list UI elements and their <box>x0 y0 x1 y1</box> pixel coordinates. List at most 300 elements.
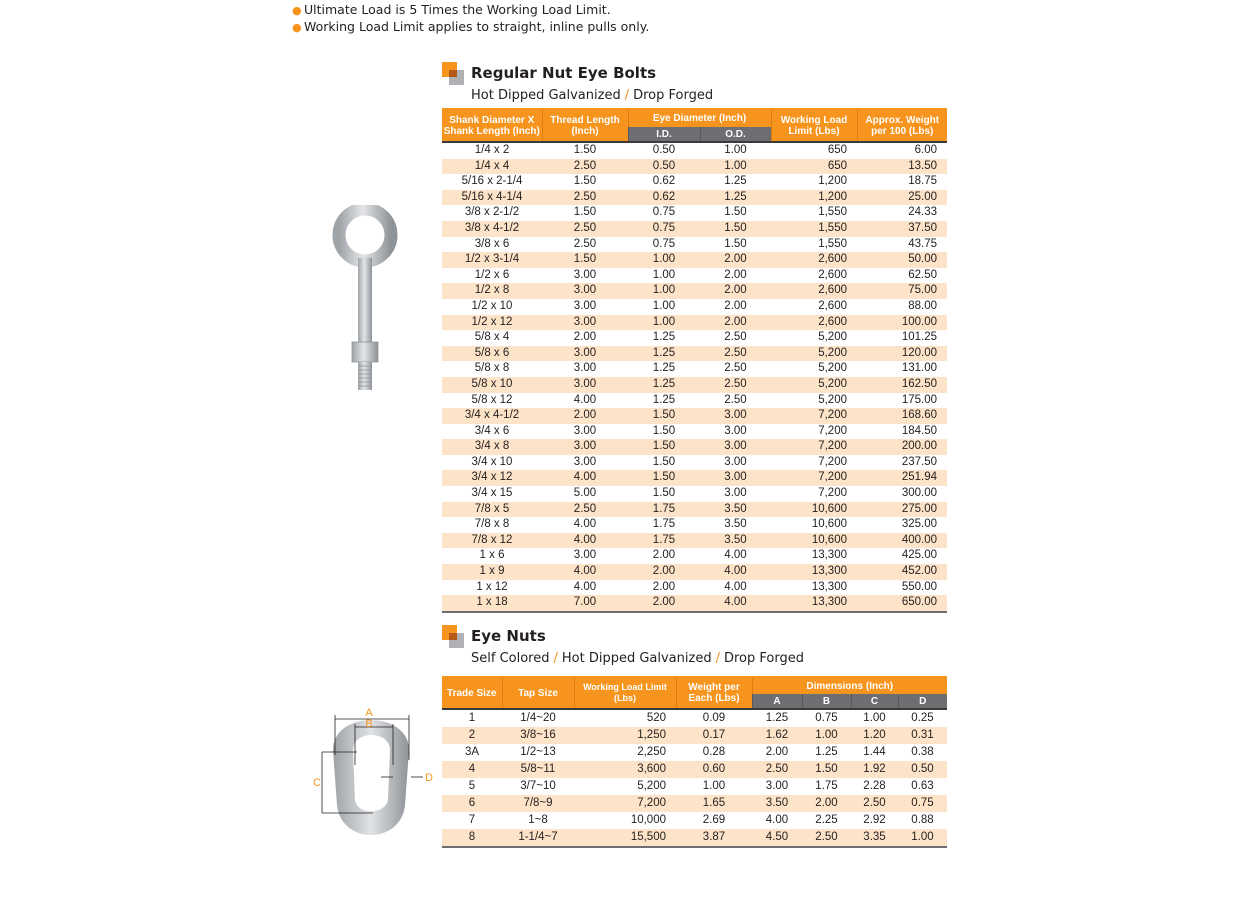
table-cell: 5,200 <box>818 393 847 406</box>
table-cell: 0.50 <box>652 144 676 156</box>
table-cell: 5/8 x 8 <box>474 362 510 375</box>
table-cell: 1 x 6 <box>479 549 505 562</box>
table-cell: 4.00 <box>542 470 628 486</box>
table-cell: 1.00 <box>863 712 886 724</box>
table-cell: 0.63 <box>911 780 934 792</box>
table-row <box>442 595 947 612</box>
table-cell: 1.25 <box>765 712 789 724</box>
table-cell: 1.25 <box>628 346 700 362</box>
table-cell: 425.00 <box>901 549 937 562</box>
subtitle-part: Hot Dipped Galvanized <box>471 88 621 103</box>
header-shank: Shank Diameter X Shank Length (Inch) <box>442 109 542 142</box>
table-cell: 1/2 x 10 <box>471 299 513 312</box>
table-row <box>442 346 947 362</box>
table-row <box>442 564 947 580</box>
table-cell: 3.00 <box>542 377 628 393</box>
table-cell: 1.00 <box>628 283 700 299</box>
header-od: O.D. <box>700 127 771 142</box>
table-cell: 0.31 <box>898 727 947 744</box>
table-cell: 7,200 <box>771 470 857 486</box>
table-cell: 3.00 <box>700 408 771 424</box>
table-cell: 0.75 <box>652 237 676 250</box>
eye-bolts-table <box>442 108 947 613</box>
table-row <box>442 517 947 533</box>
table-row <box>442 795 947 812</box>
table-cell: 175.00 <box>901 393 937 406</box>
table-cell: 4.00 <box>542 533 628 549</box>
table-row <box>442 761 947 778</box>
table-cell: 1.25 <box>628 377 700 393</box>
table-cell: 2.50 <box>724 331 747 344</box>
table-cell: 5/8 x 12 <box>471 393 513 406</box>
table-cell: 200.00 <box>857 439 947 455</box>
table-cell: 4.00 <box>700 564 771 580</box>
table-cell: 7.00 <box>542 595 628 612</box>
table-cell: 1.00 <box>628 252 700 268</box>
table-cell: 3.00 <box>700 470 771 486</box>
table-cell: 5,200 <box>637 780 666 792</box>
table-cell: 2.00 <box>542 408 628 424</box>
table-cell: 2.50 <box>573 237 597 250</box>
table-row <box>442 812 947 829</box>
table-cell: 1.50 <box>573 175 597 188</box>
table-cell: 3.00 <box>573 455 597 468</box>
table-cell: 0.60 <box>676 761 752 778</box>
table-cell: 1,200 <box>771 190 857 206</box>
table-cell: 7/8 x 5 <box>442 502 542 518</box>
table-cell: 3.00 <box>573 362 597 375</box>
table-cell: 0.62 <box>628 190 700 206</box>
header-weight: Approx. Weight per 100 (Lbs) <box>857 109 947 142</box>
table-cell: 2.00 <box>652 549 676 562</box>
section-subtitle <box>471 88 713 103</box>
table-cell: 10,600 <box>771 502 857 518</box>
table-cell: 1.50 <box>652 424 676 437</box>
table-cell: 3/8 x 4-1/2 <box>442 221 542 237</box>
table-cell: 4.00 <box>700 595 771 612</box>
table-cell: 3.00 <box>542 346 628 362</box>
table-row <box>442 439 947 455</box>
table-cell: 1 <box>468 712 476 724</box>
table-cell: 2.50 <box>802 829 851 847</box>
header-dimensions: Dimensions (Inch) <box>752 677 947 694</box>
table-cell: 237.50 <box>901 455 937 468</box>
table-cell: 1.44 <box>863 746 886 758</box>
table-cell: 0.38 <box>911 746 934 758</box>
table-cell: 1 x 9 <box>442 564 542 580</box>
table-cell: 251.94 <box>857 470 947 486</box>
table-cell: 2,600 <box>771 283 857 299</box>
table-cell: 1/2 x 12 <box>442 315 542 331</box>
subtitle-part: Drop Forged <box>633 88 714 103</box>
table-cell: 650 <box>771 159 857 175</box>
header-thread-length: Thread Length (Inch) <box>542 109 628 142</box>
table-cell: 1.50 <box>628 470 700 486</box>
table-cell: 3.50 <box>752 795 802 812</box>
table-cell: 1.75 <box>628 533 700 549</box>
table-cell: 10,000 <box>630 814 666 826</box>
table-cell: 2.50 <box>542 159 628 175</box>
table-row <box>442 205 947 221</box>
table-cell: 131.00 <box>901 362 937 375</box>
eye-bolt-image <box>325 205 405 395</box>
table-cell: 1.50 <box>628 439 700 455</box>
table-row <box>442 829 947 847</box>
table-cell: 0.17 <box>676 727 752 744</box>
table-cell: 3/7~10 <box>520 780 556 792</box>
table-cell: 0.28 <box>702 746 726 758</box>
table-cell: 3.00 <box>724 455 747 468</box>
table-cell: 2.00 <box>700 283 771 299</box>
table-cell: 1.25 <box>700 190 771 206</box>
table-cell: 5,200 <box>771 377 857 393</box>
table-cell: 650.00 <box>857 595 947 612</box>
header-tap-size: Tap Size <box>502 677 574 709</box>
table-cell: 1.75 <box>815 780 838 792</box>
table-cell: 50.00 <box>857 252 947 268</box>
table-cell: 18.75 <box>908 175 937 188</box>
table-cell: 1.20 <box>851 727 898 744</box>
table-cell: 2.50 <box>700 346 771 362</box>
table-cell: 162.50 <box>857 377 947 393</box>
table-cell: 101.25 <box>901 331 937 344</box>
header-id: I.D. <box>628 127 700 142</box>
table-cell: 2.50 <box>542 502 628 518</box>
eye-nuts-table <box>442 676 947 848</box>
table-cell: 3.00 <box>573 299 597 312</box>
table-cell: 1~8 <box>528 814 548 826</box>
table-cell: 1/2~13 <box>520 746 556 758</box>
table-row <box>442 252 947 268</box>
note-item <box>292 2 649 19</box>
table-cell: 25.00 <box>857 190 947 206</box>
table-row <box>442 142 947 159</box>
table-cell: 3,600 <box>574 761 676 778</box>
subtitle-separator: / <box>553 651 558 666</box>
table-cell: 2.25 <box>815 814 838 826</box>
table-cell: 0.88 <box>911 814 934 826</box>
table-row <box>442 315 947 331</box>
table-row <box>442 533 947 549</box>
table-cell: 3.00 <box>573 424 597 437</box>
table-cell: 15,500 <box>574 829 676 847</box>
table-cell: 0.75 <box>628 221 700 237</box>
table-row <box>442 190 947 206</box>
header-dim-c: C <box>851 694 898 709</box>
table-cell: 1.00 <box>898 829 947 847</box>
table-cell: 325.00 <box>901 518 937 531</box>
table-cell: 13.50 <box>857 159 947 175</box>
table-cell: 5/16 x 4-1/4 <box>442 190 542 206</box>
table-cell: 1.75 <box>628 502 700 518</box>
table-cell: 88.00 <box>908 299 937 312</box>
dimension-label-d: D <box>425 772 433 784</box>
note-text: Ultimate Load is 5 Times the Working Load Limit. <box>304 2 611 17</box>
table-cell: 1/4 x 2 <box>474 144 510 156</box>
table-cell: 1.00 <box>652 268 676 281</box>
table-cell: 1.00 <box>802 727 851 744</box>
table-cell: 1.50 <box>573 206 597 219</box>
table-cell: 3/4 x 6 <box>474 424 510 437</box>
table-cell: 5/8~11 <box>502 761 574 778</box>
table-cell: 2.69 <box>702 814 726 826</box>
table-row <box>442 283 947 299</box>
table-cell: 2.50 <box>542 190 628 206</box>
table-cell: 2.00 <box>724 268 747 281</box>
table-cell: 2.92 <box>863 814 886 826</box>
table-cell: 3.00 <box>542 283 628 299</box>
table-row <box>442 221 947 237</box>
table-cell: 10,600 <box>771 533 857 549</box>
table-cell: 1/4~20 <box>520 712 556 724</box>
table-cell: 1.92 <box>851 761 898 778</box>
table-cell: 1,250 <box>574 727 676 744</box>
table-cell: 4.00 <box>573 393 597 406</box>
table-cell: 3/4 x 12 <box>442 470 542 486</box>
table-cell: 2.00 <box>573 331 597 344</box>
table-cell: 3.00 <box>724 487 747 500</box>
table-cell: 3.00 <box>765 780 789 792</box>
table-row <box>442 580 947 596</box>
table-cell: 0.50 <box>898 761 947 778</box>
table-cell: 2,600 <box>818 299 847 312</box>
section-title: Regular Nut Eye Bolts <box>471 64 657 82</box>
table-cell: 10,600 <box>811 518 847 531</box>
table-cell: 2,600 <box>771 315 857 331</box>
eye-nuts-table-body <box>442 709 947 847</box>
table-cell: 2.00 <box>700 315 771 331</box>
header-weight: Weight per Each (Lbs) <box>676 677 752 709</box>
table-cell: 1.25 <box>652 393 676 406</box>
table-row <box>442 548 947 564</box>
table-cell: 3/4 x 10 <box>471 455 513 468</box>
table-row <box>442 361 947 377</box>
table-cell: 1.25 <box>652 331 676 344</box>
table-cell: 1.50 <box>700 221 771 237</box>
table-cell: 100.00 <box>857 315 947 331</box>
table-cell: 3/8 x 6 <box>474 237 510 250</box>
table-cell: 520 <box>646 712 666 724</box>
subtitle-part: Hot Dipped Galvanized <box>561 651 712 666</box>
table-cell: 43.75 <box>908 237 937 250</box>
table-cell: 2.50 <box>542 221 628 237</box>
table-cell: 7,200 <box>818 424 847 437</box>
table-cell: 3/8 x 2-1/2 <box>464 206 520 219</box>
header-working-load: Working Load Limit (Lbs) <box>574 677 676 709</box>
table-cell: 3/8~16 <box>502 727 574 744</box>
table-cell: 4.00 <box>573 580 597 593</box>
table-cell: 3.00 <box>542 315 628 331</box>
table-cell: 4.00 <box>573 518 597 531</box>
table-cell: 2,600 <box>771 252 857 268</box>
table-cell: 1,550 <box>818 237 847 250</box>
bullet-icon: ● <box>292 21 302 34</box>
table-cell: 550.00 <box>901 580 937 593</box>
table-cell: 1.65 <box>676 795 752 812</box>
bullet-icon: ● <box>292 4 302 17</box>
table-cell: 3.00 <box>573 549 597 562</box>
table-cell: 3.00 <box>573 268 597 281</box>
table-cell: 0.75 <box>652 206 676 219</box>
table-cell: 2.00 <box>724 299 747 312</box>
table-cell: 13,300 <box>771 595 857 612</box>
table-cell: 2.00 <box>802 795 851 812</box>
table-cell: 1.00 <box>700 159 771 175</box>
subtitle-separator: / <box>715 651 720 666</box>
table-row <box>442 393 947 409</box>
table-cell: 5,200 <box>818 362 847 375</box>
table-row <box>442 727 947 744</box>
table-cell: 3.35 <box>851 829 898 847</box>
table-row <box>442 502 947 518</box>
subtitle-part: Drop Forged <box>723 651 804 666</box>
table-cell: 1.25 <box>724 175 747 188</box>
table-cell: 5,200 <box>818 331 847 344</box>
table-cell: 7,200 <box>574 795 676 812</box>
table-cell: 13,300 <box>811 549 847 562</box>
table-cell: 300.00 <box>901 487 937 500</box>
table-cell: 1/2 x 8 <box>442 283 542 299</box>
table-cell: 7/8 x 8 <box>474 518 510 531</box>
table-cell: 2.00 <box>628 564 700 580</box>
table-cell: 3/4 x 8 <box>442 439 542 455</box>
table-cell: 1.00 <box>702 780 726 792</box>
section-square-icon <box>442 62 466 86</box>
table-cell: 4.00 <box>542 564 628 580</box>
table-cell: 7,200 <box>771 408 857 424</box>
table-cell: 1,550 <box>771 221 857 237</box>
table-cell: 7,200 <box>818 455 847 468</box>
table-cell: 400.00 <box>857 533 947 549</box>
table-row <box>442 330 947 346</box>
table-cell: 7/8~9 <box>502 795 574 812</box>
table-cell: 1.50 <box>628 408 700 424</box>
header-dim-a: A <box>752 694 802 709</box>
table-cell: 5/8 x 10 <box>442 377 542 393</box>
table-cell: 3.50 <box>724 518 747 531</box>
note-item <box>292 19 649 36</box>
table-cell: 2.00 <box>628 595 700 612</box>
table-row <box>442 455 947 471</box>
table-cell: 2.50 <box>752 761 802 778</box>
table-cell: 1.50 <box>542 252 628 268</box>
notes-list <box>292 2 649 36</box>
table-cell: 1.75 <box>652 518 676 531</box>
table-cell: 1.50 <box>802 761 851 778</box>
table-cell: 1.50 <box>652 455 676 468</box>
header-dim-b: B <box>802 694 851 709</box>
table-cell: 4.00 <box>765 814 789 826</box>
table-cell: 5,200 <box>771 346 857 362</box>
table-row <box>442 377 947 393</box>
table-cell: 1-1/4~7 <box>502 829 574 847</box>
table-cell: 0.25 <box>911 712 934 724</box>
table-row <box>442 237 947 253</box>
table-cell: 2.28 <box>863 780 886 792</box>
table-cell: 0.62 <box>652 175 676 188</box>
table-row <box>442 174 947 190</box>
table-cell: 5.00 <box>573 487 597 500</box>
table-cell: 1.00 <box>628 315 700 331</box>
table-cell: 4.50 <box>752 829 802 847</box>
dimension-label-a: A <box>365 707 373 719</box>
table-cell: 8 <box>442 829 502 847</box>
table-cell: 3.00 <box>542 439 628 455</box>
table-row <box>442 778 947 795</box>
table-cell: 13,300 <box>771 564 857 580</box>
section-subtitle <box>471 651 804 666</box>
table-cell: 2.50 <box>851 795 898 812</box>
table-cell: 184.50 <box>901 424 937 437</box>
table-cell: 37.50 <box>857 221 947 237</box>
table-cell: 1.50 <box>724 237 747 250</box>
table-cell: 3.87 <box>676 829 752 847</box>
section-square-icon <box>442 625 466 649</box>
table-cell: 2,250 <box>637 746 666 758</box>
table-cell: 5 <box>468 780 476 792</box>
table-cell: 4 <box>442 761 502 778</box>
table-cell: 13,300 <box>811 580 847 593</box>
table-row <box>442 709 947 727</box>
table-cell: 1.25 <box>815 746 838 758</box>
table-row <box>442 159 947 175</box>
table-cell: 3/4 x 4-1/2 <box>442 408 542 424</box>
table-cell: 3.50 <box>700 533 771 549</box>
subtitle-separator: / <box>624 88 630 103</box>
table-cell: 1 x 12 <box>476 580 508 593</box>
table-cell: 1,200 <box>818 175 847 188</box>
table-cell: 5/16 x 2-1/4 <box>461 175 523 188</box>
table-cell: 1.50 <box>724 206 747 219</box>
table-cell: 1.00 <box>724 144 747 156</box>
table-cell: 120.00 <box>857 346 947 362</box>
header-eye-diameter: Eye Diameter (Inch) <box>628 109 771 127</box>
table-cell: 1 x 18 <box>442 595 542 612</box>
table-cell: 1.62 <box>752 727 802 744</box>
table-cell: 3/4 x 15 <box>471 487 513 500</box>
table-cell: 2.00 <box>765 746 789 758</box>
table-cell: 0.75 <box>898 795 947 812</box>
table-cell: 7,200 <box>771 439 857 455</box>
dimension-label-c: C <box>313 777 321 789</box>
table-cell: 7/8 x 12 <box>442 533 542 549</box>
table-cell: 5/8 x 6 <box>442 346 542 362</box>
header-dim-d: D <box>898 694 947 709</box>
table-cell: 62.50 <box>908 268 937 281</box>
dimension-label-b: B <box>365 718 373 730</box>
table-cell: 24.33 <box>908 206 937 219</box>
table-cell: 2 <box>442 727 502 744</box>
table-cell: 7 <box>468 814 476 826</box>
eye-bolts-table-body <box>442 142 947 612</box>
table-cell: 2.50 <box>724 393 747 406</box>
table-row <box>442 486 947 502</box>
table-cell: 650 <box>827 144 847 156</box>
table-cell: 1/2 x 3-1/4 <box>442 252 542 268</box>
table-cell: 7,200 <box>818 487 847 500</box>
header-working-load: Working Load Limit (Lbs) <box>771 109 857 142</box>
table-cell: 5/8 x 4 <box>474 331 510 344</box>
table-row <box>442 408 947 424</box>
table-cell: 3A <box>464 746 480 758</box>
table-cell: 452.00 <box>857 564 947 580</box>
table-cell: 2.00 <box>700 252 771 268</box>
table-cell: 275.00 <box>857 502 947 518</box>
table-cell: 1.00 <box>652 299 676 312</box>
table-cell: 0.50 <box>628 159 700 175</box>
table-cell: 4.00 <box>724 549 747 562</box>
table-cell: 3.00 <box>724 424 747 437</box>
